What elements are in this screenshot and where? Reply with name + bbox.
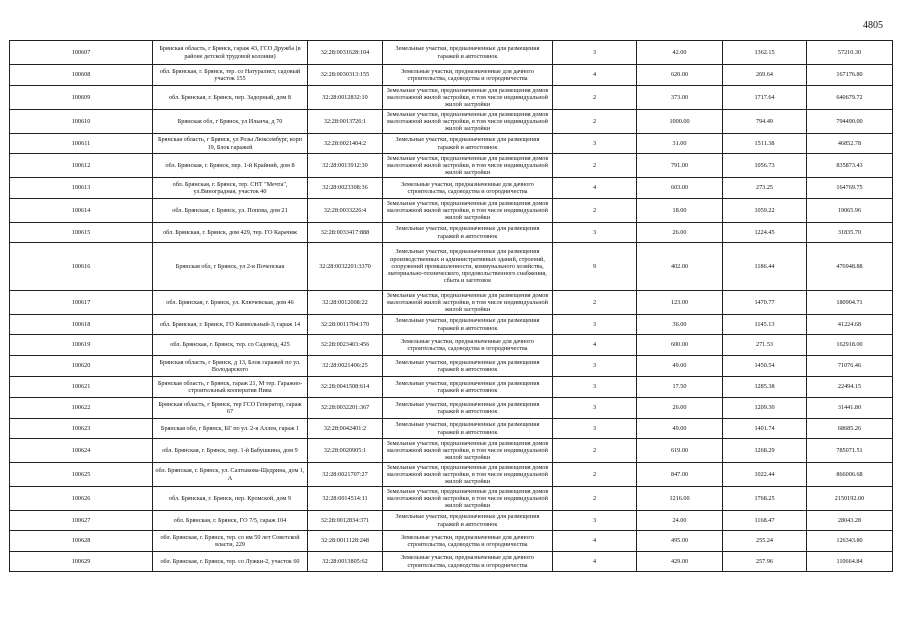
address-cell: обл. Брянская, г. Брянск, ГО 7/5, гараж 104 xyxy=(153,511,308,531)
address-cell: обл. Брянская, г. Брянск, ул. Салтыкова-Щедрина, дом 1, А xyxy=(153,463,308,487)
area-value: 402.00 xyxy=(637,243,723,291)
area-value: 26.00 xyxy=(637,223,723,243)
cadastral-value: 2150192.00 xyxy=(807,487,893,511)
cadastral-number: 32:28:0012834:371 xyxy=(308,511,383,531)
table-row xyxy=(10,398,893,419)
cadastral-value: 866006.68 xyxy=(807,463,893,487)
address-cell: обл. Брянская, г. Брянск, ул. Ключевская, дом 46 xyxy=(153,291,308,315)
cadastral-number: 32:28:0023308:36 xyxy=(308,178,383,199)
land-purpose: Земельные участки, предназначенные для размещения гаражей и автостоянок xyxy=(383,377,553,398)
cadastral-value: 164769.75 xyxy=(807,178,893,199)
land-purpose: Земельные участки, предназначенные для размещения гаражей и автостоянок xyxy=(383,511,553,531)
cadastral-number: 32:28:0020905:1 xyxy=(308,439,383,463)
area-value: 36.00 xyxy=(637,315,723,335)
record-id: 100612 xyxy=(10,154,153,178)
land-purpose: Земельные участки, предназначенные для размещения домов малоэтажной жилой застройки, в том числе индивидуальной жилой застройки xyxy=(383,86,553,110)
unit-price: 1511.38 xyxy=(723,134,807,154)
cadastral-value: 180904.71 xyxy=(807,291,893,315)
group-code: 3 xyxy=(553,134,637,154)
record-id: 100613 xyxy=(10,178,153,199)
land-purpose: Земельные участки, предназначенные для размещения домов малоэтажной жилой застройки, в том числе индивидуальной жилой застройки xyxy=(383,110,553,134)
group-code: 3 xyxy=(553,356,637,377)
cadastral-value: 28043.28 xyxy=(807,511,893,531)
cadastral-value: 31835.70 xyxy=(807,223,893,243)
cadastral-registry-table xyxy=(9,40,893,572)
table-row xyxy=(10,531,893,552)
record-id: 100610 xyxy=(10,110,153,134)
group-code: 2 xyxy=(553,291,637,315)
unit-price: 1285.38 xyxy=(723,377,807,398)
address-cell: Брянская область, г Брянск, д 13, Блок гаражей по ул. Володарского xyxy=(153,356,308,377)
area-value: 42.00 xyxy=(637,41,723,65)
record-id: 100628 xyxy=(10,531,153,552)
cadastral-number: 32:28:0021406:25 xyxy=(308,356,383,377)
land-purpose: Земельные участки, предназначенные для дачного строительства, садоводства и огородничества xyxy=(383,552,553,572)
cadastral-value: 41224.68 xyxy=(807,315,893,335)
cadastral-value: 162918.00 xyxy=(807,335,893,356)
cadastral-number: 32:28:0033417:888 xyxy=(308,223,383,243)
cadastral-number: 32:28:0032201:3370 xyxy=(308,243,383,291)
land-purpose: Земельные участки, предназначенные для размещения домов малоэтажной жилой застройки, в том числе индивидуальной жилой застройки xyxy=(383,199,553,223)
table-row xyxy=(10,178,893,199)
cadastral-number: 32:28:0021404:2 xyxy=(308,134,383,154)
cadastral-value: 110664.84 xyxy=(807,552,893,572)
area-value: 603.00 xyxy=(637,178,723,199)
group-code: 4 xyxy=(553,531,637,552)
unit-price: 1209.30 xyxy=(723,398,807,419)
area-value: 49.00 xyxy=(637,356,723,377)
record-id: 100625 xyxy=(10,463,153,487)
unit-price: 1717.64 xyxy=(723,86,807,110)
cadastral-number: 32:28:0014514:11 xyxy=(308,487,383,511)
table-row xyxy=(10,154,893,178)
group-code: 3 xyxy=(553,223,637,243)
address-cell: обл. Брянская, г. Брянск, пер. Задорный, дом 8 xyxy=(153,86,308,110)
unit-price: 1401.74 xyxy=(723,419,807,439)
area-value: 24.00 xyxy=(637,511,723,531)
table-row xyxy=(10,291,893,315)
table-row xyxy=(10,243,893,291)
record-id: 100624 xyxy=(10,439,153,463)
record-id: 100627 xyxy=(10,511,153,531)
cadastral-number: 32:28:0031628:104 xyxy=(308,41,383,65)
area-value: 1000.00 xyxy=(637,110,723,134)
address-cell: обл. Брянская, г. Брянск, пер. Кромской, дом 9 xyxy=(153,487,308,511)
area-value: 26.00 xyxy=(637,398,723,419)
address-cell: обл. Брянская, г. Брянск, тер. СНТ "Мечта", ул.Виноградная, участок 40 xyxy=(153,178,308,199)
table-row xyxy=(10,552,893,572)
address-cell: обл. Брянская, г. Брянск, ул. Попова, дом 21 xyxy=(153,199,308,223)
group-code: 2 xyxy=(553,199,637,223)
unit-price: 273.25 xyxy=(723,178,807,199)
address-cell: Брянская обл, г Брянск, БГ по ул. 2-я Аллея, гараж 1 xyxy=(153,419,308,439)
land-purpose: Земельные участки, предназначенные для размещения домов малоэтажной жилой застройки, в том числе индивидуальной жилой застройки xyxy=(383,291,553,315)
area-value: 1216.00 xyxy=(637,487,723,511)
table-row xyxy=(10,134,893,154)
cadastral-number: 32:28:0042401:2 xyxy=(308,419,383,439)
table-row xyxy=(10,463,893,487)
unit-price: 1022.44 xyxy=(723,463,807,487)
group-code: 2 xyxy=(553,86,637,110)
address-cell: Брянская обл, г Брянск, ул Ильича, д 70 xyxy=(153,110,308,134)
record-id: 100616 xyxy=(10,243,153,291)
address-cell: Брянская обл, г Брянск, ул 2-я Почепская xyxy=(153,243,308,291)
record-id: 100619 xyxy=(10,335,153,356)
group-code: 3 xyxy=(553,41,637,65)
unit-price: 1768.25 xyxy=(723,487,807,511)
unit-price: 1470.77 xyxy=(723,291,807,315)
cadastral-number: 32:28:0011704:170 xyxy=(308,315,383,335)
table-row xyxy=(10,377,893,398)
land-purpose: Земельные участки, предназначенные для размещения гаражей и автостоянок xyxy=(383,315,553,335)
table-row xyxy=(10,110,893,134)
table-row xyxy=(10,86,893,110)
area-value: 495.00 xyxy=(637,531,723,552)
table-row xyxy=(10,419,893,439)
cadastral-number: 32:28:0013805:62 xyxy=(308,552,383,572)
unit-price: 271.53 xyxy=(723,335,807,356)
table-row xyxy=(10,315,893,335)
land-purpose: Земельные участки, предназначенные для размещения гаражей и автостоянок xyxy=(383,398,553,419)
table-row xyxy=(10,511,893,531)
record-id: 100620 xyxy=(10,356,153,377)
group-code: 4 xyxy=(553,552,637,572)
cadastral-value: 640679.72 xyxy=(807,86,893,110)
cadastral-number: 32:28:0012008:22 xyxy=(308,291,383,315)
cadastral-value: 71076.46 xyxy=(807,356,893,377)
address-cell: обл. Брянская, г. Брянск, тер. со Садовод, 425 xyxy=(153,335,308,356)
land-purpose: Земельные участки, предназначенные для размещения гаражей и автостоянок xyxy=(383,356,553,377)
address-cell: Брянская область, г Брянск, ул Розы Люксембург, корп 19, Блок гаражей xyxy=(153,134,308,154)
unit-price: 1268.29 xyxy=(723,439,807,463)
table-row xyxy=(10,223,893,243)
record-id: 100623 xyxy=(10,419,153,439)
group-code: 4 xyxy=(553,335,637,356)
area-value: 619.00 xyxy=(637,439,723,463)
record-id: 100609 xyxy=(10,86,153,110)
area-value: 31.00 xyxy=(637,134,723,154)
record-id: 100611 xyxy=(10,134,153,154)
cadastral-number: 32:28:0032201:367 xyxy=(308,398,383,419)
table-row xyxy=(10,439,893,463)
area-value: 373.00 xyxy=(637,86,723,110)
page-number: 4805 xyxy=(863,20,883,31)
land-purpose: Земельные участки, предназначенные для размещения гаражей и автостоянок xyxy=(383,419,553,439)
land-purpose: Земельные участки, предназначенные для дачного строительства, садоводства и огородничества xyxy=(383,335,553,356)
address-cell: обл. Брянская, г. Брянск, пер. 1-й Крайний, дом 8 xyxy=(153,154,308,178)
group-code: 2 xyxy=(553,439,637,463)
unit-price: 257.96 xyxy=(723,552,807,572)
group-code: 9 xyxy=(553,243,637,291)
cadastral-value: 794490.00 xyxy=(807,110,893,134)
address-cell: обл. Брянская, г. Брянск, тер. со Натуралист, садовый участок 155 xyxy=(153,65,308,86)
cadastral-value: 68685.26 xyxy=(807,419,893,439)
group-code: 3 xyxy=(553,419,637,439)
address-cell: обл. Брянская, г. Брянск, дом 429, тер. ГО Карачиж xyxy=(153,223,308,243)
address-cell: обл. Брянская, г. Брянск, ГО Камвольный-3, гараж 14 xyxy=(153,315,308,335)
group-code: 4 xyxy=(553,178,637,199)
unit-price: 1362.15 xyxy=(723,41,807,65)
unit-price: 1224.45 xyxy=(723,223,807,243)
table-row xyxy=(10,199,893,223)
table-row xyxy=(10,41,893,65)
table-row xyxy=(10,335,893,356)
area-value: 791.00 xyxy=(637,154,723,178)
land-purpose: Земельные участки, предназначенные для размещения домов малоэтажной жилой застройки, в том числе индивидуальной жилой застройки xyxy=(383,487,553,511)
land-purpose: Земельные участки, предназначенные для размещения гаражей и автостоянок xyxy=(383,41,553,65)
table-row xyxy=(10,65,893,86)
land-purpose: Земельные участки, предназначенные для размещения домов малоэтажной жилой застройки, в том числе индивидуальной жилой застройки xyxy=(383,439,553,463)
group-code: 2 xyxy=(553,154,637,178)
cadastral-value: 126343.80 xyxy=(807,531,893,552)
land-purpose: Земельные участки, предназначенные для размещения домов малоэтажной жилой застройки, в том числе индивидуальной жилой застройки xyxy=(383,463,553,487)
group-code: 2 xyxy=(553,463,637,487)
group-code: 2 xyxy=(553,110,637,134)
cadastral-number: 32:28:0030313:155 xyxy=(308,65,383,86)
unit-price: 1450.54 xyxy=(723,356,807,377)
cadastral-value: 22494.15 xyxy=(807,377,893,398)
land-purpose: Земельные участки, предназначенные для размещения домов малоэтажной жилой застройки, в том числе индивидуальной жилой застройки xyxy=(383,154,553,178)
land-purpose: Земельные участки, предназначенные для размещения производственных и административных зданий, строений, сооружений промышленности, коммунального хозяйства, материально-технического, продовольственного снабжения, сбыта и заготовок xyxy=(383,243,553,291)
area-value: 49.00 xyxy=(637,419,723,439)
land-purpose: Земельные участки, предназначенные для дачного строительства, садоводства и огородничества xyxy=(383,65,553,86)
address-cell: обл. Брянская, г. Брянск, тер. со им 50 лет Советской власти, 229 xyxy=(153,531,308,552)
record-id: 100626 xyxy=(10,487,153,511)
record-id: 100629 xyxy=(10,552,153,572)
unit-price: 1168.47 xyxy=(723,511,807,531)
area-value: 429.00 xyxy=(637,552,723,572)
cadastral-number: 32:28:0013912:30 xyxy=(308,154,383,178)
area-value: 18.00 xyxy=(637,199,723,223)
record-id: 100614 xyxy=(10,199,153,223)
cadastral-number: 32:28:0021707:27 xyxy=(308,463,383,487)
cadastral-number: 32:28:0041508:614 xyxy=(308,377,383,398)
record-id: 100608 xyxy=(10,65,153,86)
unit-price: 1145.13 xyxy=(723,315,807,335)
land-purpose: Земельные участки, предназначенные для размещения гаражей и автостоянок xyxy=(383,134,553,154)
area-value: 620.00 xyxy=(637,65,723,86)
address-cell: Брянская область, г Брянск, гараж 21, М тер. Гаражно-строительный кооператив Нива xyxy=(153,377,308,398)
cadastral-number: 32:28:0033226:4 xyxy=(308,199,383,223)
cadastral-value: 835873.43 xyxy=(807,154,893,178)
record-id: 100618 xyxy=(10,315,153,335)
unit-price: 269.64 xyxy=(723,65,807,86)
cadastral-value: 167176.80 xyxy=(807,65,893,86)
area-value: 600.00 xyxy=(637,335,723,356)
table-row xyxy=(10,487,893,511)
table-row xyxy=(10,356,893,377)
cadastral-value: 46852.78 xyxy=(807,134,893,154)
group-code: 4 xyxy=(553,65,637,86)
record-id: 100622 xyxy=(10,398,153,419)
land-purpose: Земельные участки, предназначенные для размещения гаражей и автостоянок xyxy=(383,223,553,243)
area-value: 123.00 xyxy=(637,291,723,315)
cadastral-value: 785071.51 xyxy=(807,439,893,463)
unit-price: 255.24 xyxy=(723,531,807,552)
unit-price: 794.49 xyxy=(723,110,807,134)
address-cell: обл. Брянская, г. Брянск, тер. со Лужки-2, участок 60 xyxy=(153,552,308,572)
record-id: 100615 xyxy=(10,223,153,243)
cadastral-number: 32:28:0013726:1 xyxy=(308,110,383,134)
unit-price: 1059.22 xyxy=(723,199,807,223)
group-code: 3 xyxy=(553,511,637,531)
address-cell: Брянская область, г Брянск, тер ГСО Генератор, гараж 67 xyxy=(153,398,308,419)
cadastral-value: 57210.30 xyxy=(807,41,893,65)
land-purpose: Земельные участки, предназначенные для дачного строительства, садоводства и огородничества xyxy=(383,178,553,199)
land-purpose: Земельные участки, предназначенные для дачного строительства, садоводства и огородничества xyxy=(383,531,553,552)
cadastral-number: 32:28:0012832:10 xyxy=(308,86,383,110)
group-code: 3 xyxy=(553,398,637,419)
cadastral-value: 31441.80 xyxy=(807,398,893,419)
record-id: 100607 xyxy=(10,41,153,65)
unit-price: 1056.73 xyxy=(723,154,807,178)
record-id: 100621 xyxy=(10,377,153,398)
cadastral-number: 32:28:0023403:456 xyxy=(308,335,383,356)
cadastral-value: 476948.88 xyxy=(807,243,893,291)
group-code: 2 xyxy=(553,487,637,511)
address-cell: Брянская область, г Брянск, гараж 43, ГСО Дружба (в районе детской трудовой колонии) xyxy=(153,41,308,65)
record-id: 100617 xyxy=(10,291,153,315)
unit-price: 1186.44 xyxy=(723,243,807,291)
group-code: 3 xyxy=(553,315,637,335)
group-code: 3 xyxy=(553,377,637,398)
cadastral-number: 32:28:0011128:248 xyxy=(308,531,383,552)
area-value: 847.00 xyxy=(637,463,723,487)
area-value: 17.50 xyxy=(637,377,723,398)
address-cell: обл. Брянская, г. Брянск, пер. 1-й Бабушкина, дом 9 xyxy=(153,439,308,463)
cadastral-value: 19065.96 xyxy=(807,199,893,223)
